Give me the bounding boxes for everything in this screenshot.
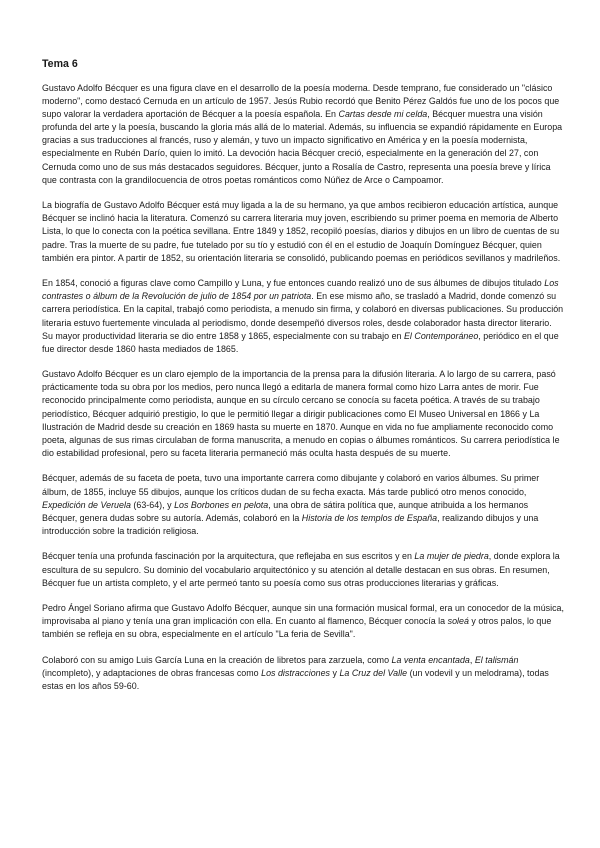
paragraph-text: , periódico en el que fue director desde 1860 hasta mediados de 1865. (42, 330, 559, 354)
paragraph-text: Bécquer, además de su faceta de poeta, tuvo una importante carrera como dibujante y colaboró en varios álbumes. Su primer álbum, de 1855, incluye 55 dibujos, aunque los críticos dudan de su fecha exacta. Más tarde publicó otro menos conocido, (42, 473, 540, 497)
italic-title-text: La venta encantada (391, 654, 470, 665)
paragraph-text: , donde explora la escultura de su sepulcro. Su dominio del vocabulario arquitectónico y su atención al detalle destacan en sus obras. En resumen, Bécquer fue un artista completo, y el arte permeó tanto su poesía como sus otras producciones literarias y gráficas. (42, 551, 560, 588)
document-title: Tema 6 (42, 58, 78, 70)
paragraph-text: , una obra de sátira política que, aunque atribuida a los hermanos Bécquer, genera dudas sobre su autoría. Además, colaboró en la (42, 499, 529, 523)
italic-title-text: soleá (447, 616, 469, 627)
paragraph-text: Bécquer tenía una profunda fascinación por la arquitectura, que reflejaba en sus escritos y en (42, 551, 415, 562)
body-paragraph (42, 199, 564, 264)
paragraph-text: y otros palos, lo que también se refleja en su obra, especialmente en el artículo "La feria de Sevilla". (42, 616, 552, 640)
italic-title-text: Historia de los templos de España (301, 512, 438, 523)
paragraph-text: y (330, 668, 340, 679)
body-paragraph (42, 472, 564, 537)
italic-title-text: Los Borbones en pelota (174, 499, 269, 510)
italic-title-text: Cartas desde mi celda (338, 109, 428, 120)
body-paragraph (42, 82, 564, 187)
italic-title-text: El talismán (474, 654, 519, 665)
paragraph-text: (63-64), y (130, 499, 175, 510)
italic-title-text: El Contemporáneo (403, 330, 479, 341)
paragraph-text: , (469, 654, 475, 665)
italic-title-text: La Cruz del Valle (339, 668, 408, 679)
paragraph-text: Gustavo Adolfo Bécquer es un claro ejemplo de la importancia de la prensa para la difusión literaria. A lo largo de su carrera, pasó prácticamente toda su obra por los medios, pero nunca llegó a editarla de manera formal como hizo Larra antes de morir. Fue reconocido principalmente como periodista, aunque en su círculo cercano se conocía su faceta poética. A través de su trabajo periodístico, Bécquer adquirió prestigio, lo que le permitió llegar a dirigir publicaciones como El Museo Universal en 1866 y La Ilustración de Madrid desde su creación en 1869 hasta su muerte en 1870. Aunque en vida no fue ampliamente reconocido como poeta, algunas de sus rimas circulaban de forma manuscrita, a menudo en copias o álbumes románticos. Su carrera periodística le dio estabilidad profesional, pero su faceta literaria permaneció más oculta hasta después de su muerte. (42, 369, 560, 458)
paragraph-text: (incompleto), y adaptaciones de obras francesas como (42, 668, 262, 679)
paragraph-text: Gustavo Adolfo Bécquer es una figura clave en el desarrollo de la poesía moderna. Desde temprano, fue considerado un "clásico moderno", como destacó Cernuda en un artículo de 1957. Jesús Rubio recordó que Benito Pérez Galdós fue uno de los pocos que supo valorar la verdadera aportación de Bécquer a la poesía española. En (42, 83, 560, 120)
document-body (42, 58, 564, 706)
paragraph-text: Colaboró con su amigo Luis García Luna en la creación de libretos para zarzuela, como (42, 654, 392, 665)
paragraph-text: (un vodevil y un melodrama), todas estas en los años 59-60. (42, 668, 549, 692)
paragraph-container (42, 82, 564, 693)
italic-title-text: Los contrastes o álbum de la Revolución de julio de 1854 por un patriota (42, 278, 559, 302)
paragraph-text: La biografía de Gustavo Adolfo Bécquer está muy ligada a la de su hermano, ya que ambos recibieron educación artística, aunque Bécquer se inclinó hacia la literatura. Comenzó su carrera literaria muy joven, escribiendo su primer poema en memoria de Alberto Lista, lo que lo conecta con la poética sevillana. Entre 1849 y 1852, recopiló poesías, diarios y dibujos en un libro de cuentas de su padre. Tras la muerte de su padre, fue tutelado por su tío y estudió con él en el estudio de Joaquín Domínguez Bécquer, quien también era pintor. A partir de 1852, su orientación literaria se consolidó, publicando poemas en periódicos sevillanos y madrileños. (42, 200, 561, 263)
italic-title-text: Expedición de Veruela (42, 499, 131, 510)
italic-title-text: La mujer de piedra (414, 551, 489, 562)
body-paragraph (42, 368, 564, 460)
paragraph-text: Pedro Ángel Soriano afirma que Gustavo Adolfo Bécquer, aunque sin una formación musical formal, era un conocedor de la música, improvisaba al piano y tenía una gran implicación con ella. En cuanto al flamenco, Bécquer conocía la (42, 603, 565, 627)
body-paragraph (42, 277, 564, 356)
paragraph-text: , realizando dibujos y una introducción sobre la tradición religiosa. (42, 512, 539, 536)
body-paragraph (42, 550, 564, 589)
paragraph-text: . En ese mismo año, se trasladó a Madrid, donde comenzó su carrera periodística. En la capital, trabajó como periodista, a menudo sin firma, y colaboró en diversas publicaciones. Su producción literaria estuvo fuertemente vinculada al periodismo, donde desempeñó diversos roles, desde colaborador hasta director literario. Su mayor productividad literaria se dio entre 1858 y 1865, especialmente con su trabajo en (42, 291, 564, 341)
italic-title-text: Los distracciones (261, 668, 331, 679)
body-paragraph (42, 602, 564, 641)
body-paragraph (42, 654, 564, 693)
paragraph-text: , Bécquer muestra una visión profunda del arte y la poesía, buscando la gloria más allá de lo material. Además, su influencia se expandió rápidamente en Europa gracias a sus traducciones al francés, ruso y alemán, y tuvo un impacto significativo en América y en la poesía modernista, especialmente en Rubén Darío, quien lo imitó. La devoción hacia Bécquer creció, especialmente en la generación del 27, con Cernuda como uno de sus más destacados seguidores. Bécquer, junto a Rosalía de Castro, representa una poesía breve y lírica que contrasta con la grandilocuencia de otros poetas románticos como Núñez de Arce o Campoamor. (42, 109, 563, 185)
paragraph-text: En 1854, conoció a figuras clave como Campillo y Luna, y fue entonces cuando realizó uno de sus álbumes de dibujos titulado (42, 278, 545, 289)
